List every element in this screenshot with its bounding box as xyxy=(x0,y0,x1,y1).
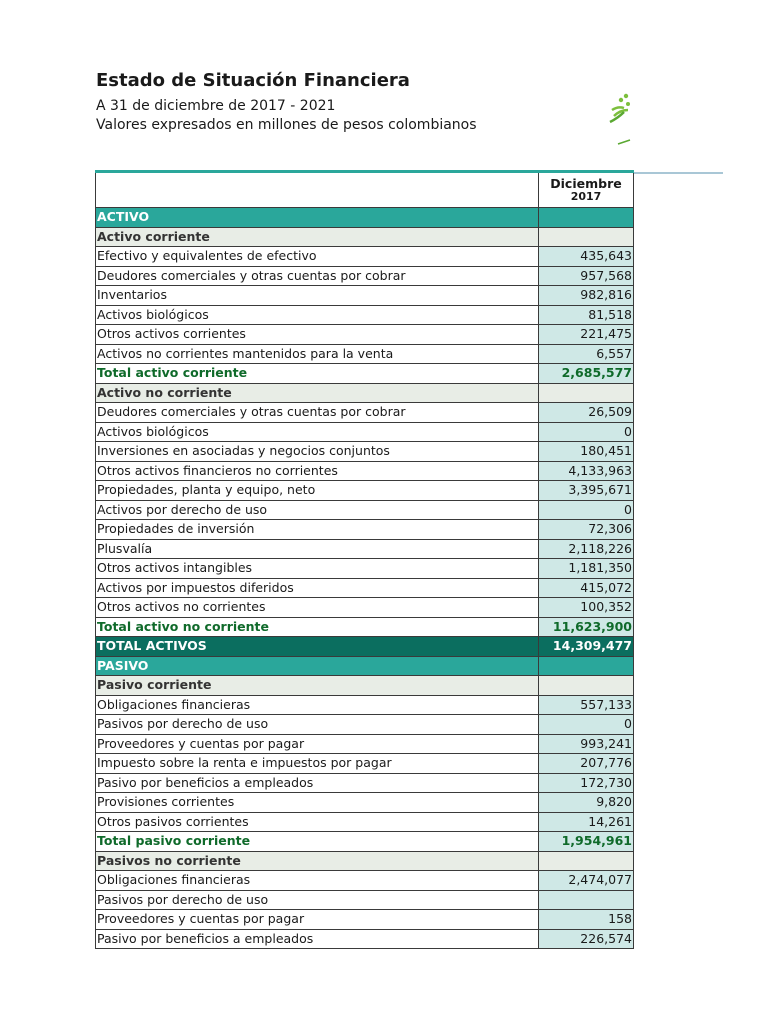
row-value: 11,623,900 xyxy=(539,617,634,637)
row-value: 4,133,963 xyxy=(539,461,634,481)
row-value xyxy=(539,383,634,403)
table-row xyxy=(96,578,634,598)
row-value: 100,352 xyxy=(539,598,634,618)
table-row-total xyxy=(96,617,634,637)
table-row xyxy=(96,442,634,462)
row-label: Plusvalía xyxy=(96,539,539,559)
table-row-sub xyxy=(96,227,634,247)
row-value: 415,072 xyxy=(539,578,634,598)
company-logo-icon xyxy=(604,90,634,146)
table-row xyxy=(96,559,634,579)
row-value: 1,181,350 xyxy=(539,559,634,579)
row-value: 172,730 xyxy=(539,773,634,793)
row-value xyxy=(539,656,634,676)
row-label: Pasivos por derecho de uso xyxy=(96,890,539,910)
row-label: Deudores comerciales y otras cuentas por cobrar xyxy=(96,266,539,286)
document-header xyxy=(96,70,477,135)
row-label: Activos no corrientes mantenidos para la venta xyxy=(96,344,539,364)
row-value: 207,776 xyxy=(539,754,634,774)
row-label: Efectivo y equivalentes de efectivo xyxy=(96,247,539,267)
row-label: PASIVO xyxy=(96,656,539,676)
row-value: 81,518 xyxy=(539,305,634,325)
table-row-grand xyxy=(96,637,634,657)
row-value: 435,643 xyxy=(539,247,634,267)
row-label: Activos por derecho de uso xyxy=(96,500,539,520)
table-row xyxy=(96,890,634,910)
row-value: 982,816 xyxy=(539,286,634,306)
table-row xyxy=(96,422,634,442)
row-label: Activos biológicos xyxy=(96,422,539,442)
row-value: 557,133 xyxy=(539,695,634,715)
table-row xyxy=(96,773,634,793)
balance-sheet-table xyxy=(95,170,634,949)
row-label: Proveedores y cuentas por pagar xyxy=(96,910,539,930)
table-row-section xyxy=(96,208,634,228)
row-label: Pasivos por derecho de uso xyxy=(96,715,539,735)
row-value xyxy=(539,227,634,247)
table-row xyxy=(96,520,634,540)
row-value: 14,261 xyxy=(539,812,634,832)
row-value xyxy=(539,890,634,910)
table-row xyxy=(96,812,634,832)
table-row xyxy=(96,754,634,774)
table-row xyxy=(96,871,634,891)
row-label: Pasivo corriente xyxy=(96,676,539,696)
row-label: Activos por impuestos diferidos xyxy=(96,578,539,598)
table-row xyxy=(96,481,634,501)
row-value: 0 xyxy=(539,500,634,520)
row-value: 993,241 xyxy=(539,734,634,754)
table-row xyxy=(96,598,634,618)
table-row xyxy=(96,247,634,267)
document-title: Estado de Situación Financiera xyxy=(96,70,410,91)
row-value: 158 xyxy=(539,910,634,930)
row-label: Obligaciones financieras xyxy=(96,695,539,715)
row-label: Inversiones en asociadas y negocios conjuntos xyxy=(96,442,539,462)
table-row-sub xyxy=(96,851,634,871)
table-row-total xyxy=(96,364,634,384)
row-label: Provisiones corrientes xyxy=(96,793,539,813)
table-row xyxy=(96,734,634,754)
row-value: 226,574 xyxy=(539,929,634,949)
row-value: 26,509 xyxy=(539,403,634,423)
row-label: Activo corriente xyxy=(96,227,539,247)
table-row xyxy=(96,305,634,325)
row-label: Activo no corriente xyxy=(96,383,539,403)
row-label: Otros activos no corrientes xyxy=(96,598,539,618)
row-label: Otros activos corrientes xyxy=(96,325,539,345)
table-row xyxy=(96,266,634,286)
row-label: Propiedades de inversión xyxy=(96,520,539,540)
row-value: 957,568 xyxy=(539,266,634,286)
table-row-total xyxy=(96,832,634,852)
row-value: 9,820 xyxy=(539,793,634,813)
table-header-row xyxy=(96,172,634,208)
table-row xyxy=(96,793,634,813)
row-value xyxy=(539,676,634,696)
row-label: Proveedores y cuentas por pagar xyxy=(96,734,539,754)
row-label: Total activo no corriente xyxy=(96,617,539,637)
table-row xyxy=(96,461,634,481)
row-label: Propiedades, planta y equipo, neto xyxy=(96,481,539,501)
table-row-section xyxy=(96,656,634,676)
row-value: 1,954,961 xyxy=(539,832,634,852)
row-value: 3,395,671 xyxy=(539,481,634,501)
row-label: Total pasivo corriente xyxy=(96,832,539,852)
table-row xyxy=(96,403,634,423)
row-label: Inventarios xyxy=(96,286,539,306)
table-row-sub xyxy=(96,383,634,403)
row-label: Otros pasivos corrientes xyxy=(96,812,539,832)
column-header-year: 2017 xyxy=(570,190,602,203)
table-row xyxy=(96,325,634,345)
row-value: 0 xyxy=(539,715,634,735)
document-subtitle-date: A 31 de diciembre de 2017 - 2021 xyxy=(96,98,336,114)
row-value: 72,306 xyxy=(539,520,634,540)
row-value: 2,118,226 xyxy=(539,539,634,559)
row-value xyxy=(539,851,634,871)
row-label: ACTIVO xyxy=(96,208,539,228)
row-label: Total activo corriente xyxy=(96,364,539,384)
header-label-cell xyxy=(96,172,539,208)
table-row xyxy=(96,929,634,949)
table-row xyxy=(96,500,634,520)
row-label: TOTAL ACTIVOS xyxy=(96,637,539,657)
row-label: Pasivos no corriente xyxy=(96,851,539,871)
row-label: Deudores comerciales y otras cuentas por cobrar xyxy=(96,403,539,423)
row-label: Activos biológicos xyxy=(96,305,539,325)
table-row xyxy=(96,344,634,364)
row-label: Impuesto sobre la renta e impuestos por pagar xyxy=(96,754,539,774)
column-header-diciembre-2017 xyxy=(539,172,634,208)
table-row xyxy=(96,910,634,930)
table-row xyxy=(96,715,634,735)
row-value xyxy=(539,208,634,228)
row-label: Pasivo por beneficios a empleados xyxy=(96,929,539,949)
row-value: 6,557 xyxy=(539,344,634,364)
header-divider-line xyxy=(630,172,723,174)
row-value: 180,451 xyxy=(539,442,634,462)
row-value: 2,685,577 xyxy=(539,364,634,384)
row-label: Otros activos financieros no corrientes xyxy=(96,461,539,481)
row-label: Otros activos intangibles xyxy=(96,559,539,579)
document-subtitle-units: Valores expresados en millones de pesos colombianos xyxy=(96,117,477,133)
row-value: 2,474,077 xyxy=(539,871,634,891)
row-value: 14,309,477 xyxy=(539,637,634,657)
table-row xyxy=(96,286,634,306)
table-row-sub xyxy=(96,676,634,696)
row-label: Pasivo por beneficios a empleados xyxy=(96,773,539,793)
column-header-month: Diciembre xyxy=(550,176,622,191)
table-row xyxy=(96,695,634,715)
table-row xyxy=(96,539,634,559)
row-value: 221,475 xyxy=(539,325,634,345)
row-label: Obligaciones financieras xyxy=(96,871,539,891)
row-value: 0 xyxy=(539,422,634,442)
